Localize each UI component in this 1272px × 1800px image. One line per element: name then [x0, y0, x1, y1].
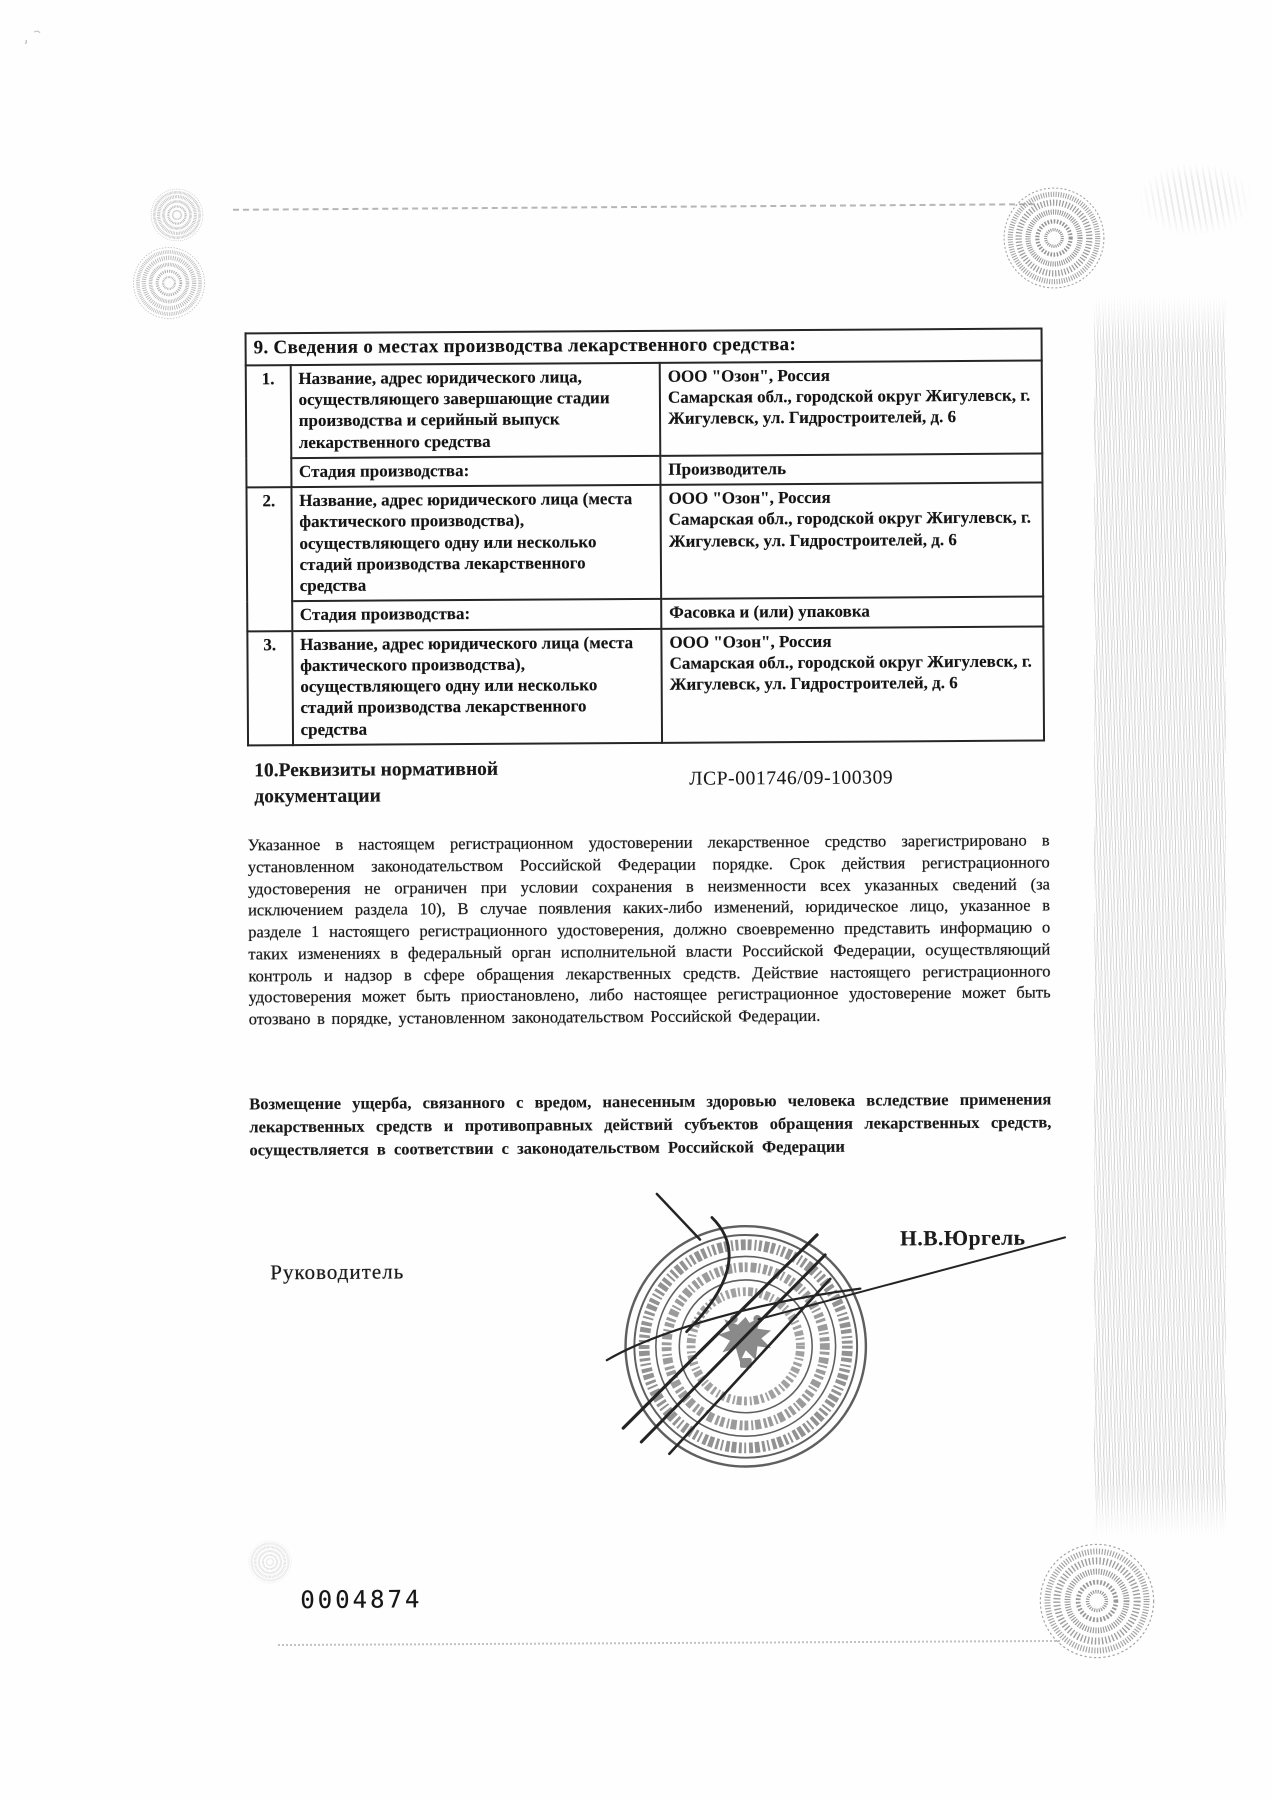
- registration-number: ЛСР-001746/09-100309: [689, 767, 894, 790]
- eagle-emblem: [718, 1315, 771, 1368]
- stage-value: Производитель: [660, 453, 1042, 485]
- stage-label: Стадия производства:: [292, 599, 662, 631]
- row-number: 1.: [246, 365, 291, 488]
- row-label: Название, адрес юридического лица, осуществляющего завершающие стадии производства и серийный выпуск лекарственного средства: [290, 363, 660, 458]
- production-sites-table: [245, 328, 1046, 747]
- row-value: ООО "Озон", Россия Самарская обл., городской округ Жигулевск, г. Жигулевск, ул. Гидростроителей, д. 6: [661, 626, 1044, 743]
- stage-label: Стадия производства:: [291, 456, 661, 488]
- section9-title: 9. Сведения о местах производства лекарственного средства:: [246, 329, 1042, 366]
- row-number: 3.: [247, 631, 292, 746]
- stage-value: Фасовка и (или) упаковка: [661, 597, 1043, 629]
- section10-title: 10.Реквизиты нормативной документации: [254, 758, 499, 808]
- row-number: 2.: [246, 487, 291, 631]
- signer-role-label: Руководитель: [270, 1259, 405, 1285]
- row-value: ООО "Озон", Россия Самарская обл., городской округ Жигулевск, г. Жигулевск, ул. Гидростроителей, д. 6: [660, 483, 1043, 600]
- signer-name: Н.В.Юргель: [899, 1225, 1026, 1251]
- table-row: [246, 483, 1043, 602]
- table-title-row: [246, 329, 1042, 366]
- official-round-stamp: [618, 1219, 874, 1475]
- legal-paragraph-1: Указанное в настоящем регистрационном удостоверении лекарственное средство зарегистрировано в установленном законодательством Российской Федерации порядке. Срок действия регистрационного удостоверения не ограничен при условии сохранения в неизменности всех указанных сведений (за исключением раздела 10), В случае появления каких-либо изменений, юридическое лицо, указанное в разделе 1 настоящего регистрационного удостоверения, должно своевременно представить информацию о таких изменениях в федеральный орган исполнительной власти Российской Федерации, осуществляющий контроль и надзор в сфере обращения лекарственных средств. Действие настоящего регистрационного удостоверения может быть приостановлено, либо настоящее регистрационное удостоверение может быть отозвано в порядке, установленном законодательством Российской Федерации.: [247, 830, 1051, 1029]
- section10: [254, 753, 1049, 810]
- row-label: Название, адрес юридического лица (места фактического производства), осуществляющего одну или несколько стадий производства лекарственного средства: [292, 628, 662, 745]
- table-row: [247, 626, 1044, 745]
- legal-paragraph-2: Возмещение ущерба, связанного с вредом, нанесенным здоровью человека вследствие применения лекарственных средств и противоправных действий субъектов обращения лекарственных средств, осуществляется в соответствии с законодательством Российской Федерации: [249, 1089, 1052, 1160]
- row-label: Название, адрес юридического лица (места фактического производства), осуществляющего одну или несколько стадий производства лекарственного средства: [291, 485, 661, 602]
- row-value: ООО "Озон", Россия Самарская обл., городской округ Жигулевск, г. Жигулевск, ул. Гидростроителей, д. 6: [660, 360, 1043, 455]
- table-row: [246, 360, 1043, 458]
- serial-number: 0004874: [300, 1585, 423, 1615]
